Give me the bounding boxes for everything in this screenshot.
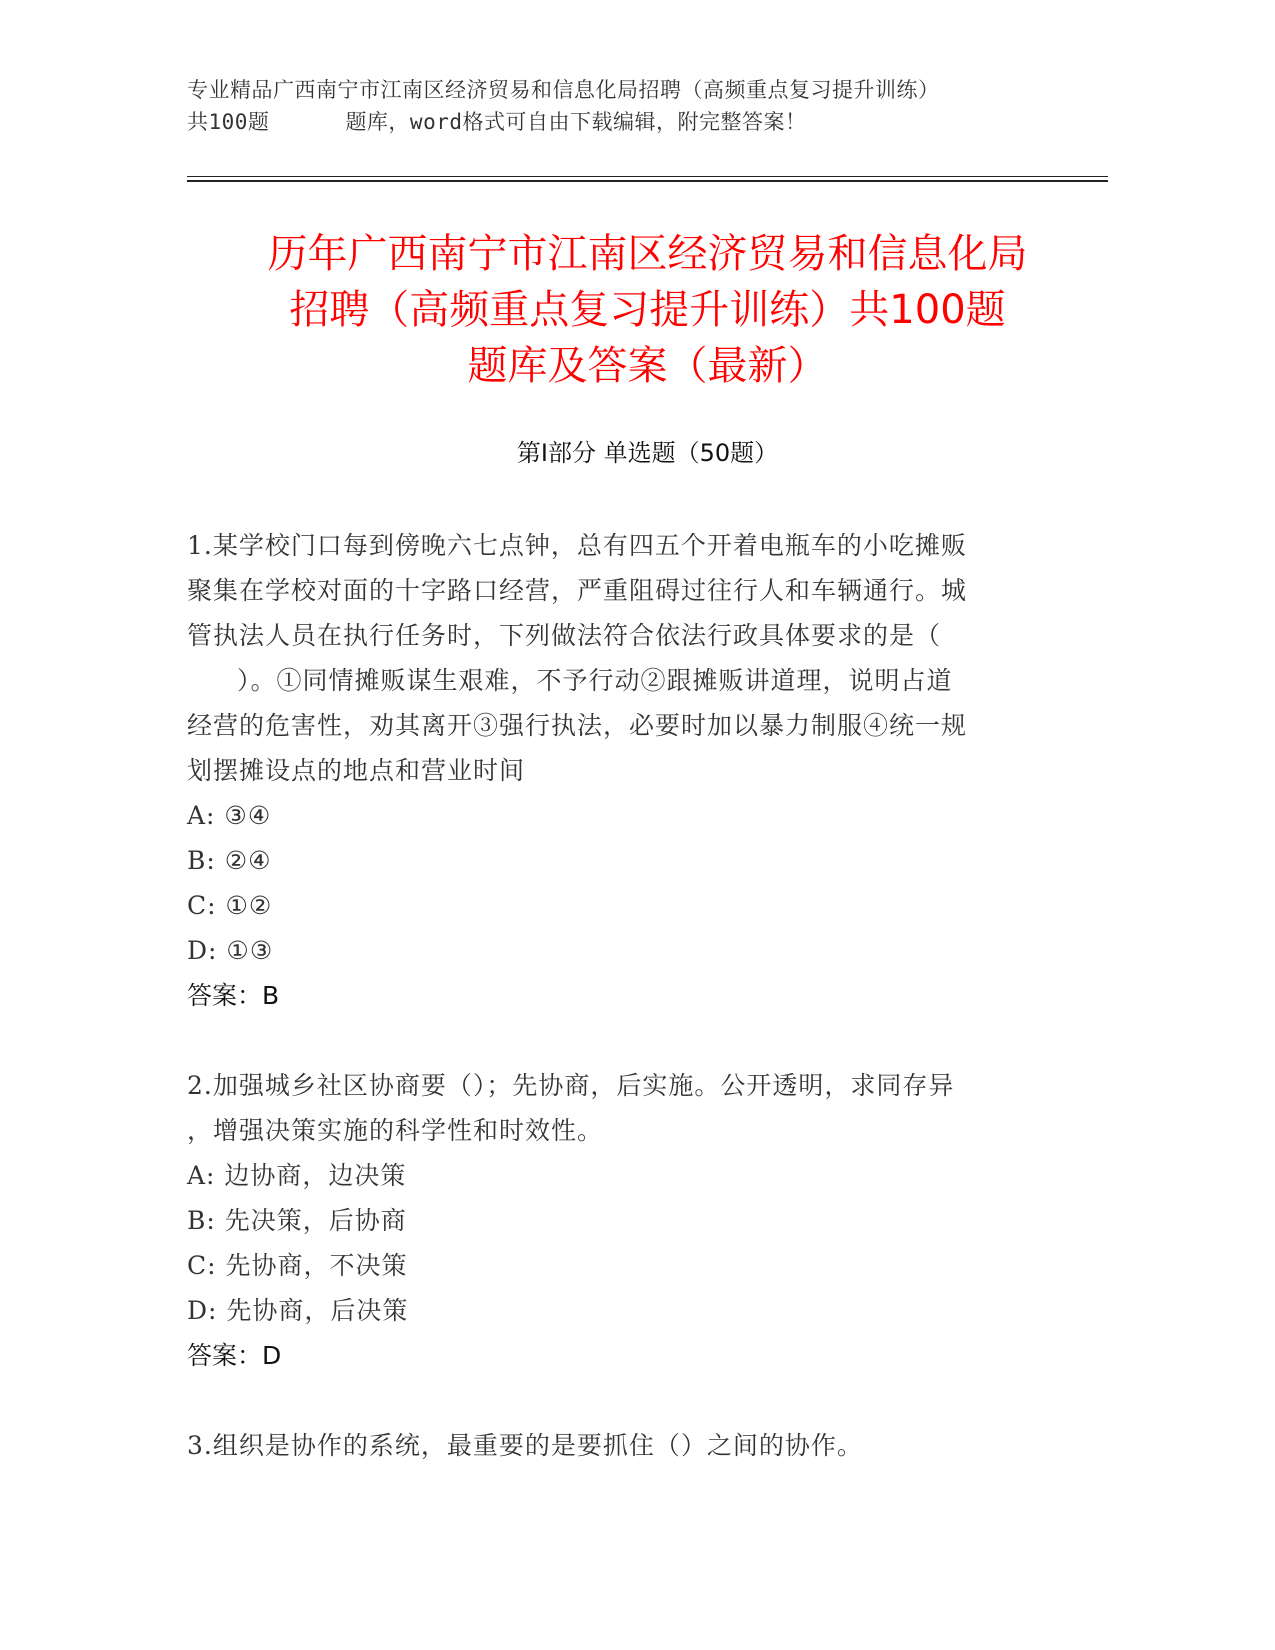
question-1-line-4-wrap — [187, 658, 1057, 703]
document-header — [187, 74, 1107, 138]
question-1-answer: 答案：B — [187, 981, 280, 1010]
question-2-option-d: D: 先协商，后决策 — [187, 1296, 409, 1325]
question-list — [187, 523, 1057, 1468]
header-line-1: 专业精品广西南宁市江南区经济贸易和信息化局招聘（高频重点复习提升训练） — [187, 78, 940, 102]
question-2-option-b: B: 先决策，后协商 — [187, 1206, 407, 1235]
question-2-answer: 答案：D — [187, 1341, 282, 1370]
question-1-line-6: 划摆摊设点的地点和营业时间 — [187, 756, 526, 785]
question-1-line-1: 1.某学校门口每到傍晚六七点钟，总有四五个开着电瓶车的小吃摊贩 — [187, 531, 967, 560]
question-2-line-2: ，增强决策实施的科学性和时效性。 — [187, 1116, 604, 1145]
question-spacer — [187, 1018, 1057, 1063]
title-line-2: 招聘（高频重点复习提升训练）共100题 — [289, 287, 1006, 333]
title-line-3: 题库及答案（最新） — [467, 343, 828, 389]
question-1-line-2: 聚集在学校对面的十字路口经营，严重阻碍过往行人和车辆通行。城 — [187, 576, 968, 605]
title-line-1: 历年广西南宁市江南区经济贸易和信息化局 — [267, 231, 1028, 277]
question-1-option-a: A: ③④ — [187, 801, 272, 830]
header-divider-thin — [187, 176, 1108, 177]
question-1-option-c: C: ①② — [187, 891, 273, 920]
question-3 — [187, 1423, 1057, 1468]
section-title: 第Ⅰ部分 单选题（50题） — [516, 439, 779, 467]
header-line-2-left: 共100题 — [187, 110, 270, 134]
question-2 — [187, 1063, 1057, 1378]
question-2-line-1: 2.加强城乡社区协商要（）；先协商，后实施。公开透明，求同存异 — [187, 1071, 955, 1100]
header-line-2-right: 题库，word格式可自由下载编辑，附完整答案！ — [345, 110, 807, 134]
question-2-option-a: A: 边协商，边决策 — [187, 1161, 407, 1190]
header-divider-thick — [187, 180, 1108, 182]
header-line-2 — [187, 106, 1107, 138]
question-1-line-5: 经营的危害性，劝其离开③强行执法，必要时加以暴力制服④统一规 — [187, 711, 968, 740]
question-1-option-b: B: ②④ — [187, 846, 272, 875]
question-3-line-1: 3.组织是协作的系统，最重要的是要抓住（）之间的协作。 — [187, 1431, 863, 1460]
question-1-option-d: D: ①③ — [187, 936, 274, 965]
question-1-line-4: ）。①同情摊贩谋生艰难，不予行动②跟摊贩讲道理，说明占道 — [237, 666, 953, 695]
document-title — [187, 226, 1108, 394]
question-1 — [187, 523, 1057, 1018]
question-2-option-c: C: 先协商，不决策 — [187, 1251, 408, 1280]
question-1-line-3: 管执法人员在执行任务时，下列做法符合依法行政具体要求的是（ — [187, 621, 942, 650]
question-spacer — [187, 1378, 1057, 1423]
